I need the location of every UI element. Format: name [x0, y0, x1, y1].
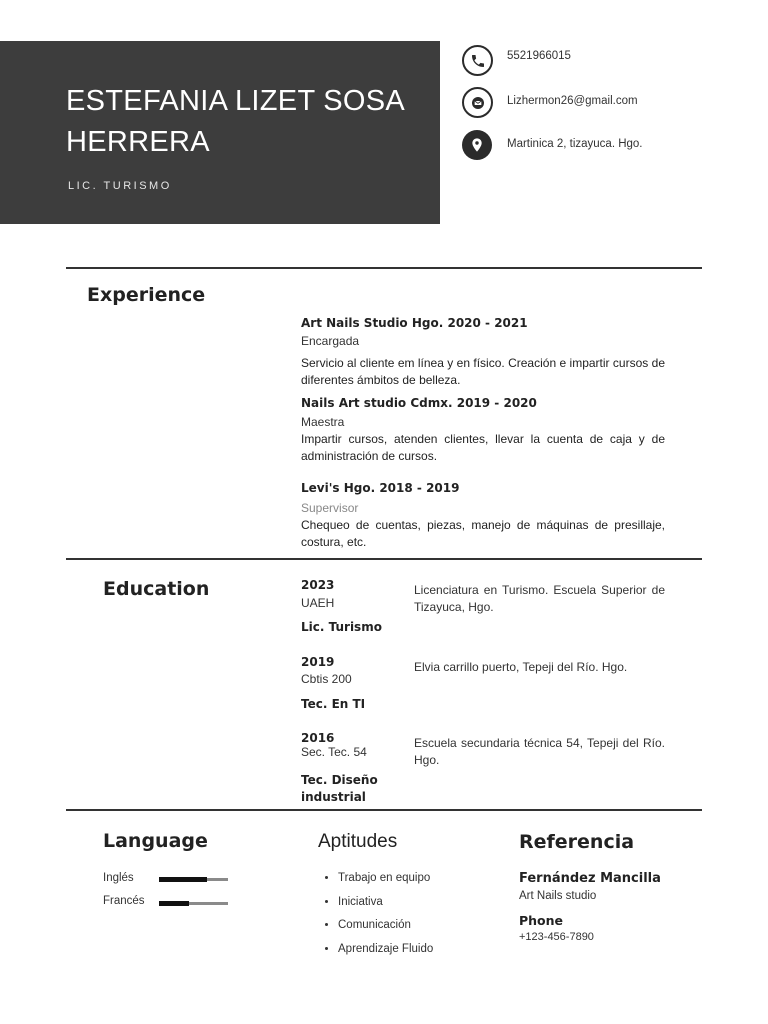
job-title: Nails Art studio Cdmx. 2019 - 2020: [301, 396, 537, 410]
language-label: Francés: [103, 895, 145, 907]
list-item: • Comunicación: [338, 919, 433, 943]
education-year: 2016: [301, 731, 335, 745]
education-school: Cbtis 200: [301, 672, 352, 686]
education-description: Elvia carrillo puerto, Tepeji del Río. Hgo.: [414, 660, 628, 674]
education-description: Licenciatura en Turismo. Escuela Superior de Tizayuca, Hgo.: [414, 583, 665, 614]
education-degree: Tec. En TI: [301, 697, 366, 711]
job-description: Chequeo de cuentas, piezas, manejo de máquinas de presillaje, costura, etc.: [301, 518, 665, 549]
reference-phone-label: Phone: [519, 913, 564, 928]
candidate-name: [66, 81, 426, 163]
education-description: Escuela secundaria técnica 54, Tepeji del Río. Hgo.: [414, 736, 665, 767]
divider: [66, 809, 702, 811]
divider: [66, 558, 702, 560]
language-level-bar: [159, 878, 228, 881]
language-level-fill: [159, 901, 189, 906]
reference-company: Art Nails studio: [519, 890, 597, 902]
job-title: Art Nails Studio Hgo. 2020 - 2021: [301, 316, 528, 330]
education-degree: Tec. Diseño industrial: [301, 773, 378, 804]
contact-email: Lizhermon26@gmail.com: [507, 95, 638, 107]
aptitudes-heading: Aptitudes: [318, 831, 398, 852]
language-level-bar: [159, 902, 228, 905]
education-school: UAEH: [301, 596, 335, 610]
reference-name: Fernández Mancilla: [519, 871, 661, 886]
job-role: Maestra: [301, 415, 345, 429]
job-role: Supervisor: [301, 501, 359, 515]
mail-icon: [462, 87, 493, 118]
education-degree: Lic. Turismo: [301, 620, 382, 634]
education-year: 2019: [301, 655, 335, 669]
reference-phone: +123-456-7890: [519, 931, 594, 943]
divider: [66, 267, 702, 269]
contact-phone: 5521966015: [507, 50, 571, 62]
job-role: Encargada: [301, 334, 360, 348]
contact-address: Martinica 2, tizayuca. Hgo.: [507, 138, 643, 150]
candidate-role: LIC. TURISMO: [68, 180, 172, 192]
job-description: Servicio al cliente em línea y en físico. Creación e impartir cursos de diferentes ámbitos de belleza.: [301, 356, 665, 387]
reference-heading: Referencia: [519, 831, 635, 853]
language-label: Inglés: [103, 872, 134, 884]
aptitudes-list: [318, 872, 433, 966]
location-pin-icon: [462, 130, 492, 160]
education-year: 2023: [301, 578, 335, 592]
phone-icon: [462, 45, 493, 76]
experience-heading: Experience: [87, 284, 206, 306]
list-item: • Aprendizaje Fluido: [338, 943, 433, 967]
education-school: Sec. Tec. 54: [301, 745, 367, 759]
name-line-2: HERRERA: [66, 126, 210, 158]
education-heading: Education: [103, 578, 210, 600]
job-description: Impartir cursos, atenden clientes, llevar la cuenta de caja y de administración de cursos.: [301, 432, 665, 463]
language-heading: Language: [103, 830, 208, 852]
list-item: • Iniciativa: [338, 896, 433, 920]
list-item: • Trabajo en equipo: [338, 872, 433, 896]
name-line-1: ESTEFANIA LIZET SOSA: [66, 85, 406, 117]
language-level-fill: [159, 877, 207, 882]
job-title: Levi's Hgo. 2018 - 2019: [301, 481, 460, 495]
